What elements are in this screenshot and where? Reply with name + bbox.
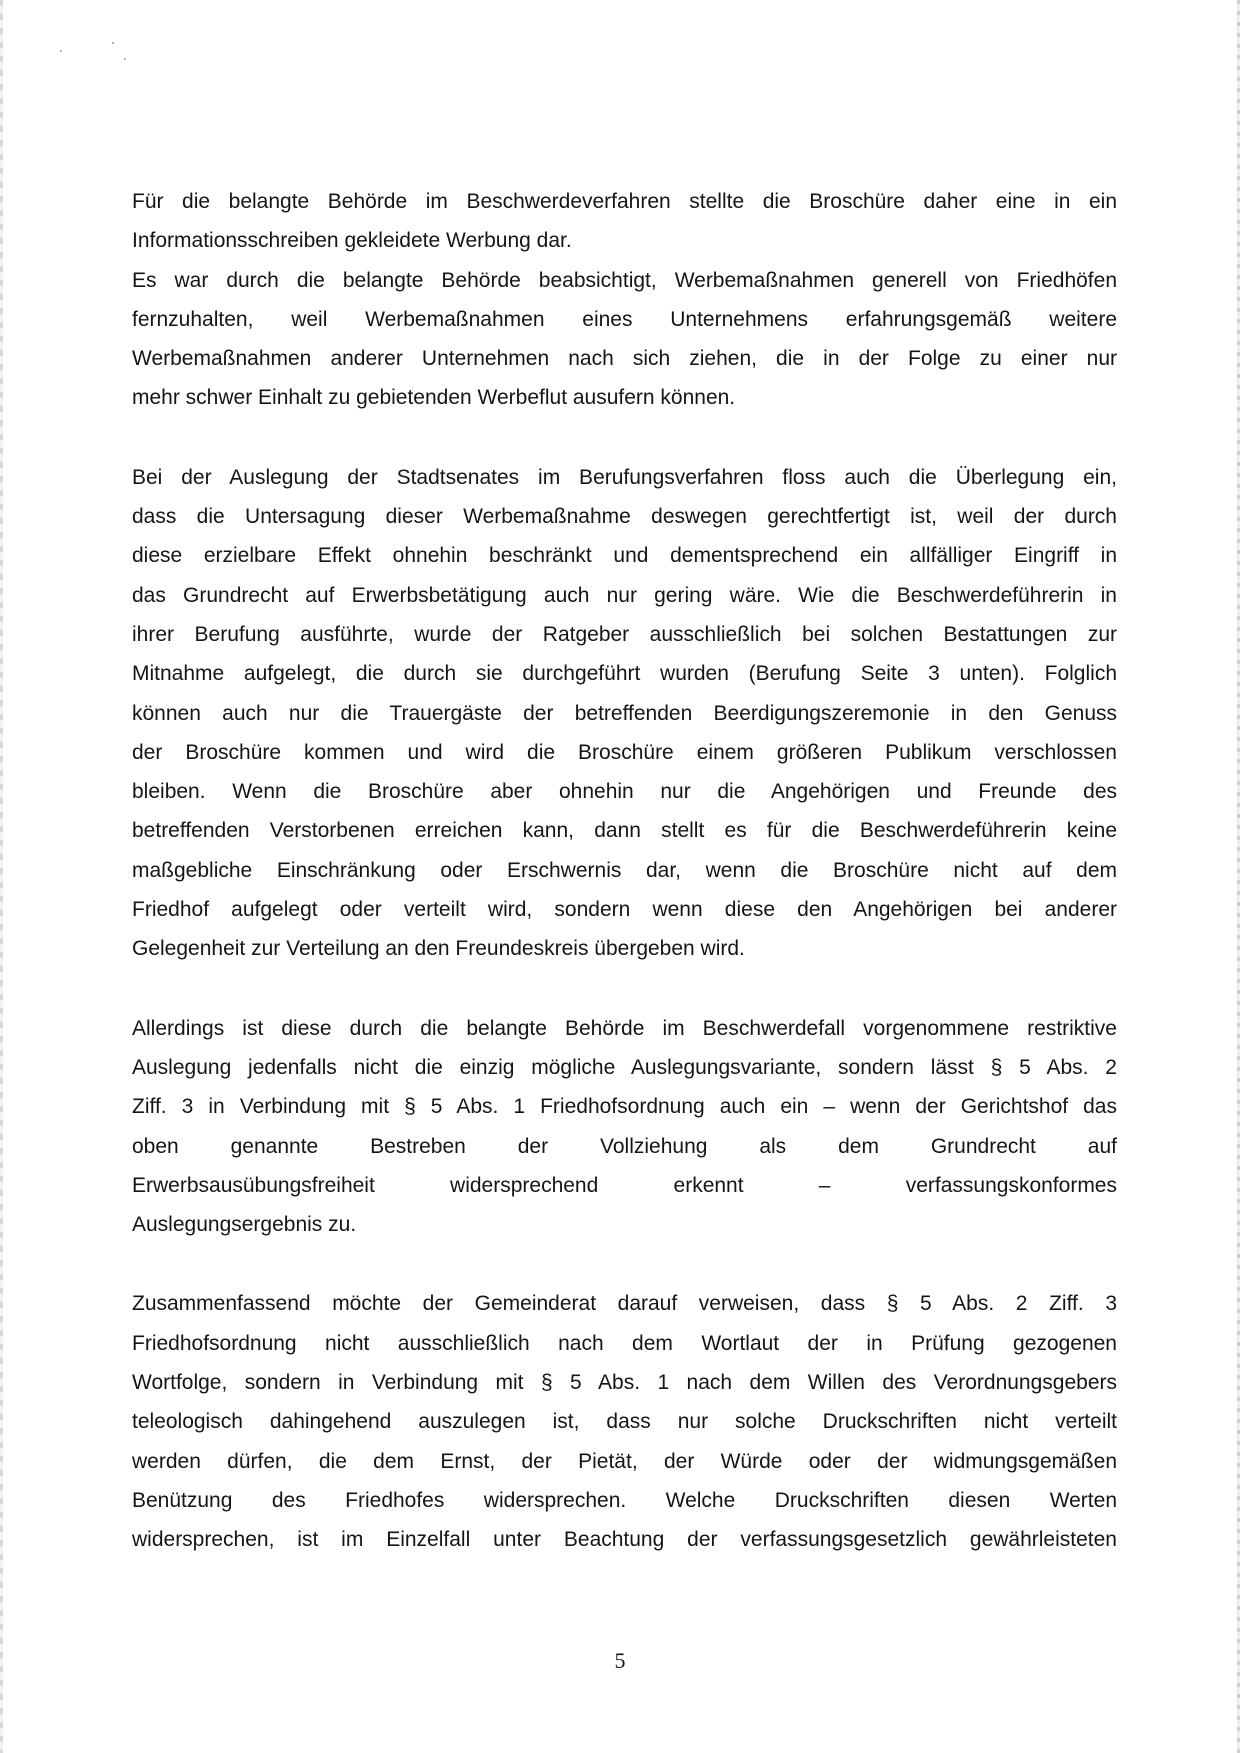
text-line: Werbemaßnahmen anderer Unternehmen nach sich ziehen, die in der Folge zu einer nur <box>132 347 1117 371</box>
scan-speck <box>112 42 114 44</box>
text-line: Zusammenfassend möchte der Gemeinderat darauf verweisen, dass § 5 Abs. 2 Ziff. 3 <box>132 1292 1117 1316</box>
text-line: Allerdings ist diese durch die belangte Behörde im Beschwerdefall vorgenommene restriktive <box>132 1016 1117 1040</box>
paragraph-2 <box>132 458 1117 969</box>
text-line: dass die Untersagung dieser Werbemaßnahme deswegen gerechtfertigt ist, weil der durch <box>132 505 1117 529</box>
page-number: 5 <box>614 1648 626 1673</box>
text-line: Gelegenheit zur Verteilung an den Freundeskreis übergeben wird. <box>132 937 745 961</box>
text-line: diese erzielbare Effekt ohnehin beschränkt und dementsprechend ein allfälliger Eingriff in <box>132 544 1117 568</box>
text-line: Für die belangte Behörde im Beschwerdeverfahren stellte die Broschüre daher eine in ein <box>132 190 1117 213</box>
text-line: Ziff. 3 in Verbindung mit § 5 Abs. 1 Friedhofsordnung auch ein – wenn der Gerichtshof das <box>132 1095 1117 1119</box>
text-line: mehr schwer Einhalt zu gebietenden Werbeflut ausufern können. <box>132 386 736 410</box>
text-line: Benützung des Friedhofes widersprechen. Welche Druckschriften diesen Werten <box>132 1488 1117 1512</box>
text-line: maßgebliche Einschränkung oder Erschwernis dar, wenn die Broschüre nicht auf dem <box>132 858 1117 882</box>
text-line: Auslegungsergebnis zu. <box>132 1213 357 1237</box>
paragraph-4 <box>132 1284 1117 1559</box>
text-line: Informationsschreiben gekleidete Werbung dar. <box>132 229 572 253</box>
text-line: teleologisch dahingehend auszulegen ist, dass nur solche Druckschriften nicht verteilt <box>132 1410 1117 1434</box>
text-line: widersprechen, ist im Einzelfall unter Beachtung der verfassungsgesetzlich gewährleisteten <box>132 1528 1117 1552</box>
text-line: können auch nur die Trauergäste der betreffenden Beerdigungszeremonie in den Genuss <box>132 701 1117 725</box>
text-line: ihrer Berufung ausführte, wurde der Ratgeber ausschließlich bei solchen Bestattungen zur <box>132 622 1117 646</box>
paragraph-3 <box>132 1009 1117 1245</box>
scan-speck <box>60 50 62 52</box>
text-line: Wortfolge, sondern in Verbindung mit § 5 Abs. 1 nach dem Willen des Verordnungsgebers <box>132 1371 1117 1395</box>
paragraph-1 <box>132 182 1117 418</box>
text-line: Friedhof aufgelegt oder verteilt wird, sondern wenn diese den Angehörigen bei anderer <box>132 898 1117 922</box>
text-line: bleiben. Wenn die Broschüre aber ohnehin nur die Angehörigen und Freunde des <box>132 780 1117 804</box>
text-line: werden dürfen, die dem Ernst, der Pietät, der Würde oder der widmungsgemäßen <box>132 1449 1117 1473</box>
document-page <box>132 182 1117 1560</box>
text-line: Bei der Auslegung der Stadtsenates im Berufungsverfahren floss auch die Überlegung ein, <box>132 465 1117 489</box>
text-line: das Grundrecht auf Erwerbsbetätigung auch nur gering wäre. Wie die Beschwerdeführerin in <box>132 583 1117 607</box>
scan-edge-left <box>0 0 3 1753</box>
text-line: Auslegung jedenfalls nicht die einzig mögliche Auslegungsvariante, sondern lässt § 5 Abs. 2 <box>132 1055 1117 1079</box>
text-line: Mitnahme aufgelegt, die durch sie durchgeführt wurden (Berufung Seite 3 unten). Folglich <box>132 662 1117 686</box>
text-line: der Broschüre kommen und wird die Broschüre einem größeren Publikum verschlossen <box>132 740 1117 764</box>
text-line: Friedhofsordnung nicht ausschließlich nach dem Wortlaut der in Prüfung gezogenen <box>132 1331 1117 1355</box>
text-line: oben genannte Bestreben der Vollziehung als dem Grundrecht auf <box>132 1134 1117 1158</box>
scan-speck <box>124 58 126 60</box>
text-line: fernzuhalten, weil Werbemaßnahmen eines Unternehmens erfahrungsgemäß weitere <box>132 307 1117 331</box>
text-line: Erwerbsausübungsfreiheit widersprechend erkennt – verfassungskonformes <box>132 1173 1117 1197</box>
text-line: betreffenden Verstorbenen erreichen kann, dann stellt es für die Beschwerdeführerin keine <box>132 819 1117 843</box>
text-line: Es war durch die belangte Behörde beabsichtigt, Werbemaßnahmen generell von Friedhöfen <box>132 268 1117 292</box>
